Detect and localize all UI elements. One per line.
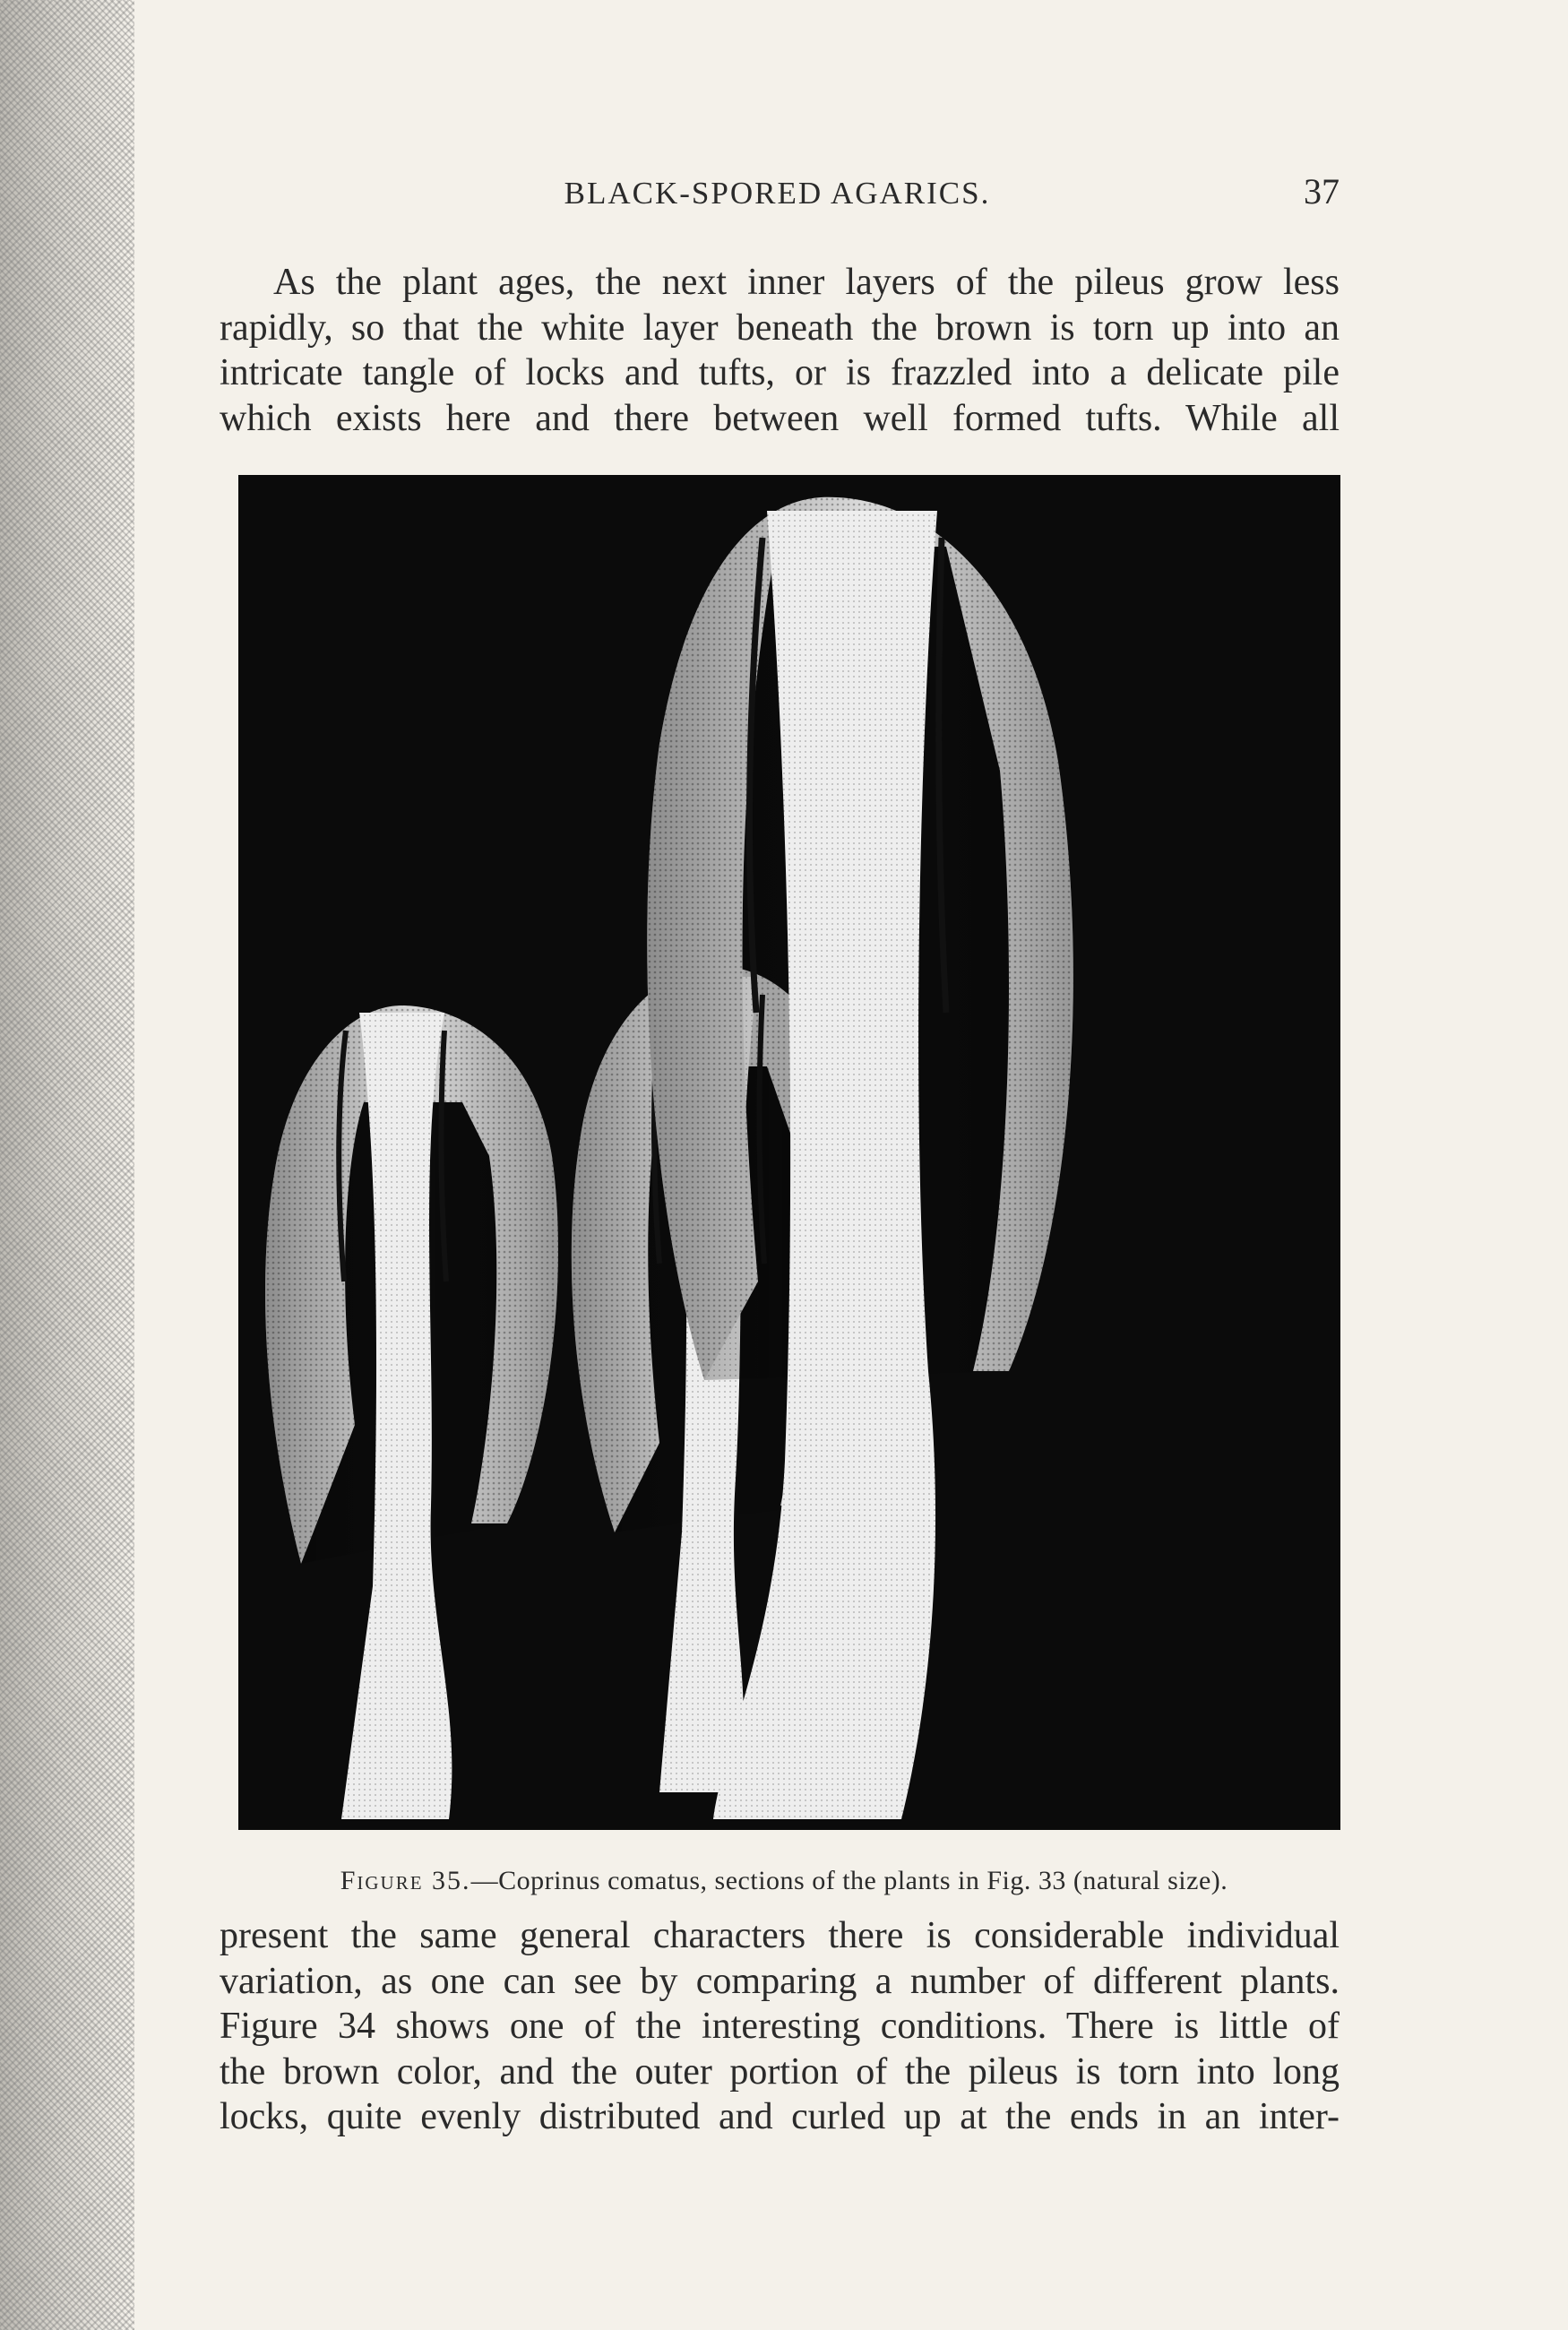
text-line: the brown color, and the outer portion of the pileus is torn into long [220, 2050, 1340, 2093]
page-edge-shadow [0, 0, 134, 2330]
text-line: which exists here and there between well formed tufts. While all [220, 397, 1340, 439]
text-line: As the plant ages, the next inner layers of the pileus grow less [273, 262, 1340, 303]
paragraph-bottom [220, 1913, 1340, 2140]
page-number: 37 [1304, 171, 1340, 211]
figure-caption [206, 1866, 1362, 1896]
text-line: intricate tangle of locks and tufts, or is frazzled into a delicate pile [220, 352, 1340, 393]
figure-caption-text: —Coprinus comatus, sections of the plants in Fig. 33 (natural size). [470, 1866, 1228, 1895]
text-line: locks, quite evenly distributed and curled up at the ends in an inter- [220, 2096, 1340, 2137]
running-head [215, 171, 1340, 220]
text-line: rapidly, so that the white layer beneath the brown is torn up into an [220, 306, 1340, 349]
figure-photograph [238, 475, 1340, 1830]
figure-label: Figure 35. [340, 1866, 471, 1895]
paragraph-top [220, 260, 1340, 441]
text-line: variation, as one can see by comparing a number of different plants. [220, 1960, 1340, 2002]
mushroom-left [265, 1005, 558, 1819]
running-title: BLACK-SPORED AGARICS. [564, 176, 991, 211]
text-line: Figure 34 shows one of the interesting conditions. There is little of [220, 2006, 1340, 2047]
mushroom-sections-image [238, 475, 1340, 1830]
text-line: present the same general characters there is considerable individual [220, 1915, 1340, 1956]
